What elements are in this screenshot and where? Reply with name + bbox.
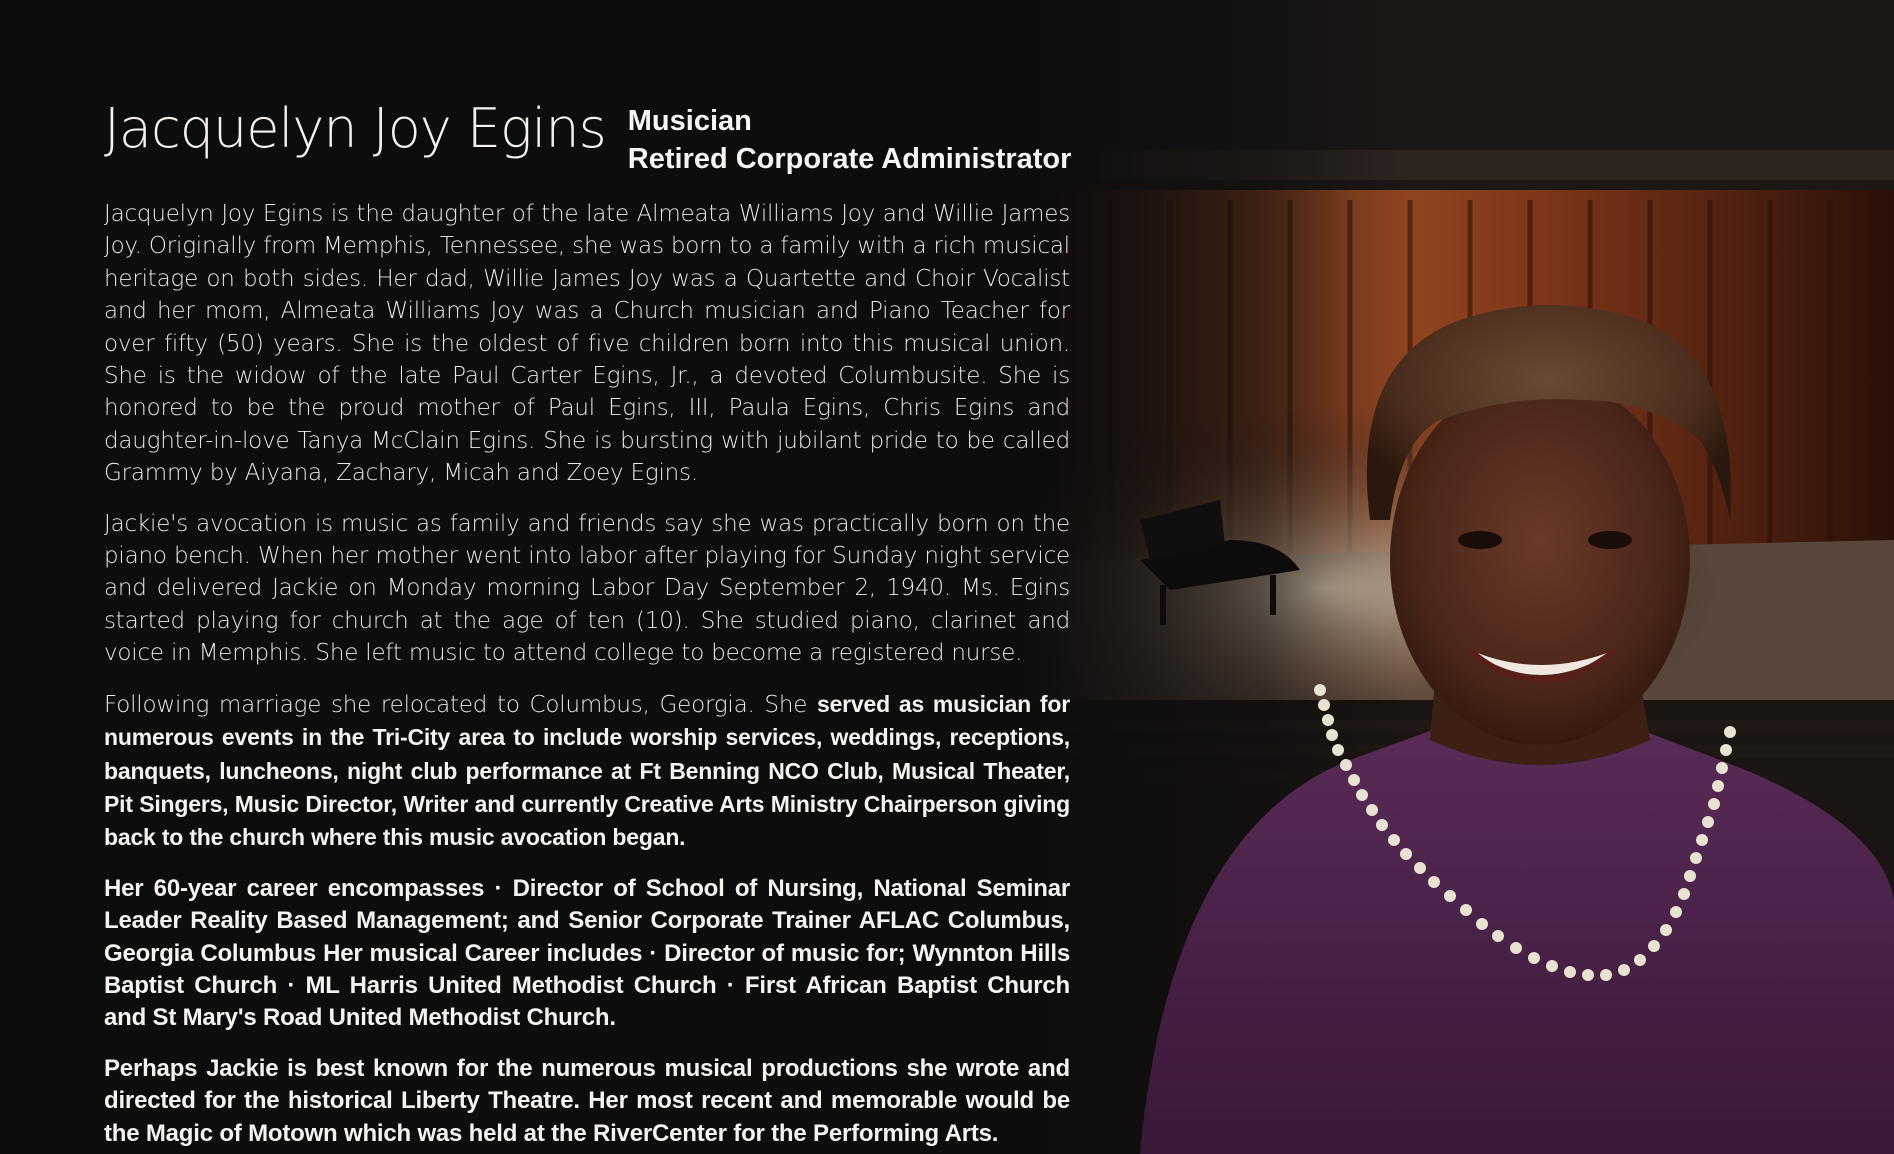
bio-paragraph-avocation: Jackie's avocation is music as family and friends say she was practically born on the piano bench. When her mother went into labor after playing for Sunday night service and delivered Jackie on Monday morning Labor Day September 2, 1940. Ms. Egins started playing for church at the age of ten (10). She studied piano, clarinet and voice in Memphis. She left music to attend college to become a registered nurse. [104,510,1070,667]
bio-paragraph-career: Her 60-year career encompasses · Director of School of Nursing, National Seminar Leader Reality Based Management; and Senior Corporate Trainer AFLAC Columbus, Georgia Columbus Her musical Career includes · Director of music for; Wynnton Hills Baptist Church · ML Harris United Methodist Church · First African Baptist Church and St Mary's Road United Methodist Church. [104,874,1070,1032]
bio-paragraph-productions: Perhaps Jackie is best known for the numerous musical productions she wrote and directed for the historical Liberty Theatre. Her most recent and memorable would be the Magic of Motown which was held at the RiverCenter for the Performing Arts. [104,1054,1070,1147]
text-column [104,96,1070,1154]
right-eye [1588,531,1632,549]
person-name: Jacquelyn Joy Egins [104,97,606,160]
face [1390,375,1690,745]
bio-paragraph-columbus [104,688,1070,855]
biography [104,198,1070,1150]
bio-columbus-bold: served as musician for numerous events in the Tri-City area to include worship services, weddings, receptions, banquets, luncheons, night club performance at Ft Benning NCO Club, Musical Theater, Pit Singers, Music Director, Writer and currently Creative Arts Ministry Chairperson giving back to the church where this music avocation began. [104,690,1070,851]
bio-paragraph-family: Jacquelyn Joy Egins is the daughter of the late Almeata Williams Joy and Willie James Joy. Originally from Memphis, Tennessee, she was born to a family with a rich musical heritage on both sides. Her dad, Willie James Joy was a Quartette and Choir Vocalist and her mom, Almeata Williams Joy was a Church musician and Piano Teacher for over fifty (50) years. She is the oldest of five children born into this musical union. She is the widow of the late Paul Carter Egins, Jr., a devoted Columbusite. She is honored to be the proud mother of Paul Egins, III, Paula Egins, Chris Egins and daughter-in-love Tanya McClain Egins. She is bursting with jubilant pride to be called Grammy by Aiyana, Zachary, Micah and Zoey Egins. [104,201,1070,487]
title-retired-admin: Retired Corporate Administrator [627,143,1072,175]
title-musician: Musician [627,105,752,137]
header [104,96,1070,178]
portrait-photo [1020,0,1894,1154]
left-eye [1458,531,1502,549]
person-titles [628,96,1072,178]
portrait-illustration [1020,0,1894,1154]
bio-columbus-plain: Following marriage she relocated to Columbus, Georgia. She [104,691,817,718]
